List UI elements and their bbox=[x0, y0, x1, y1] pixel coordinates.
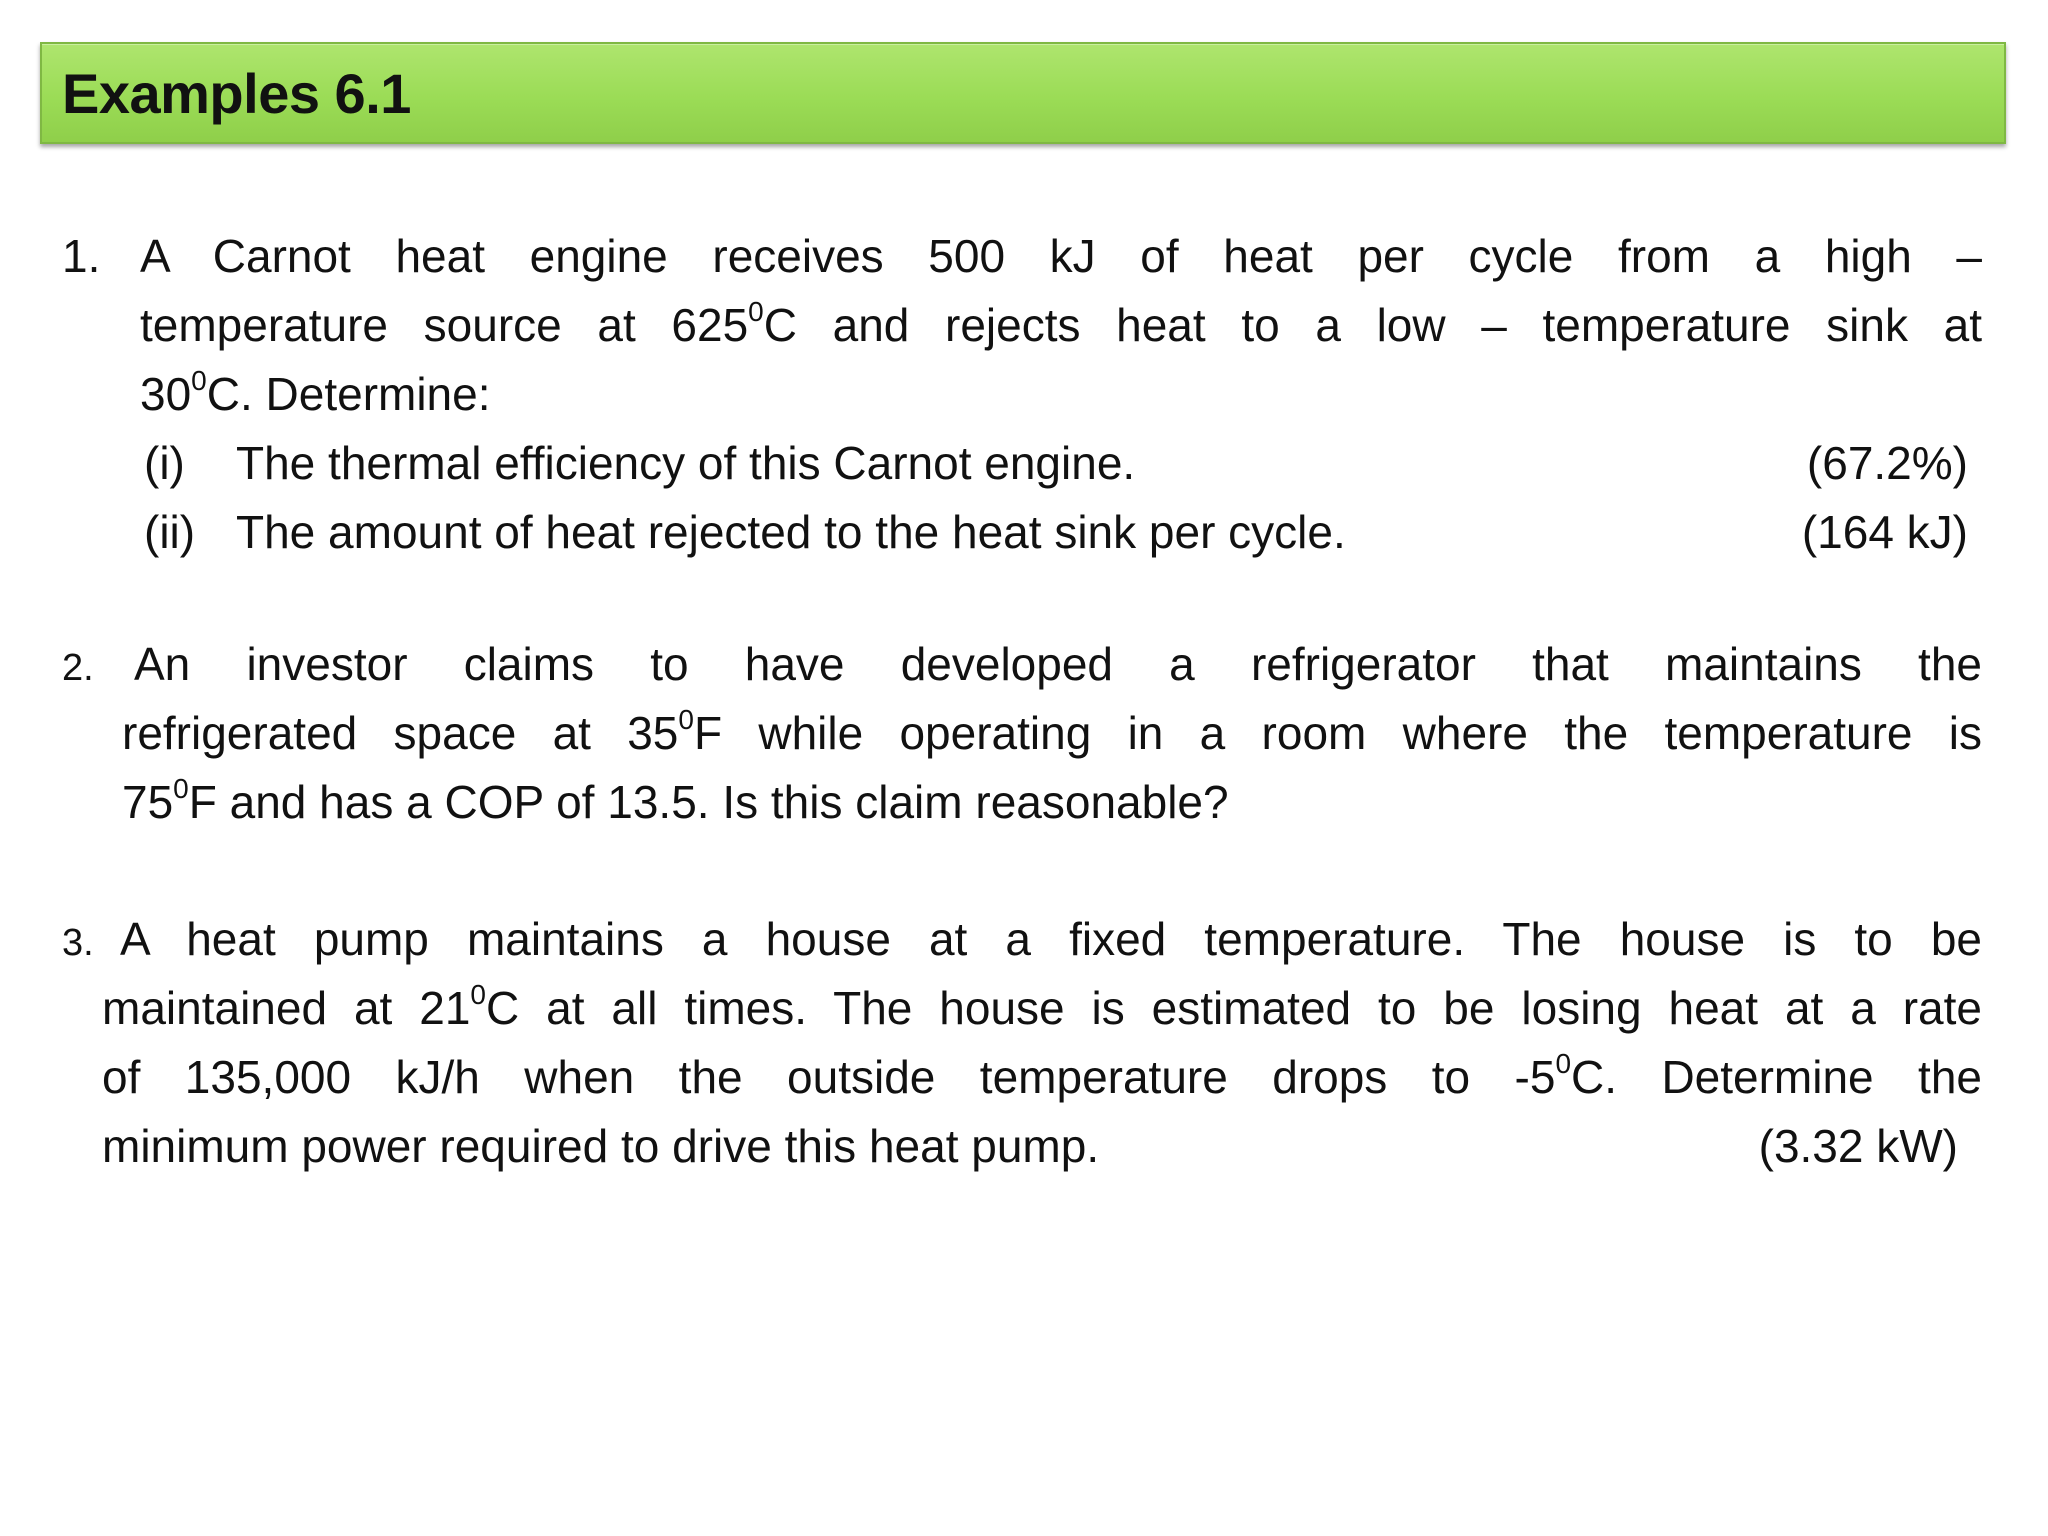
problem-1 bbox=[62, 222, 1982, 567]
problem-3-number: 3. bbox=[62, 922, 94, 964]
problem-3-answer: (3.32 kW) bbox=[1758, 1120, 1958, 1172]
problem-1-line-3: $30^0C$. Determine: bbox=[140, 364, 491, 420]
part-text: The thermal efficiency of this Carnot engine. bbox=[236, 437, 1136, 489]
problem-1-part-ii bbox=[144, 498, 1968, 567]
slide-title: Examples 6.1 bbox=[62, 61, 411, 125]
problem-1-parts bbox=[144, 429, 1968, 567]
problem-2 bbox=[62, 630, 1982, 837]
problem-2-line-2: refrigerated space at $35^0F$ while operating in a room where the temperature is bbox=[122, 703, 1982, 759]
problem-1-number: 1. bbox=[62, 230, 101, 282]
problem-3-line-4 bbox=[102, 1112, 1982, 1181]
slide-title-bar bbox=[40, 42, 2006, 144]
problem-3-line-3: of 135,000 kJ/h when the outside temperature drops to $-5^0C$. Determine the bbox=[102, 1047, 1983, 1103]
problem-3-line-4-text: minimum power required to drive this heat pump. bbox=[102, 1120, 1100, 1172]
problem-1-line-2: temperature source at $625^0C$ and rejects heat to a low – temperature sink at bbox=[140, 295, 1982, 351]
part-label: (ii) bbox=[144, 506, 196, 558]
problem-3-line-1: A heat pump maintains a house at a fixed temperature. The house is to be bbox=[120, 913, 1982, 965]
problem-2-number: 2. bbox=[62, 647, 94, 689]
problem-2-line-3: $75^0F$ and has a COP of 13.5. Is this claim reasonable? bbox=[122, 772, 1229, 828]
part-text: The amount of heat rejected to the heat sink per cycle. bbox=[236, 506, 1346, 558]
problem-1-line-1: A Carnot heat engine receives 500 kJ of heat per cycle from a high – bbox=[140, 230, 1982, 282]
part-answer: (164 kJ) bbox=[1801, 506, 1968, 558]
part-answer: (67.2%) bbox=[1806, 437, 1968, 489]
part-label: (i) bbox=[144, 437, 185, 489]
problem-1-part-i bbox=[144, 429, 1968, 498]
problem-2-line-1: An investor claims to have developed a refrigerator that maintains the bbox=[134, 638, 1982, 690]
problem-3 bbox=[62, 905, 1982, 1181]
problem-3-line-2: maintained at $21^0C$ at all times. The house is estimated to be losing heat at a rate bbox=[102, 978, 1982, 1034]
